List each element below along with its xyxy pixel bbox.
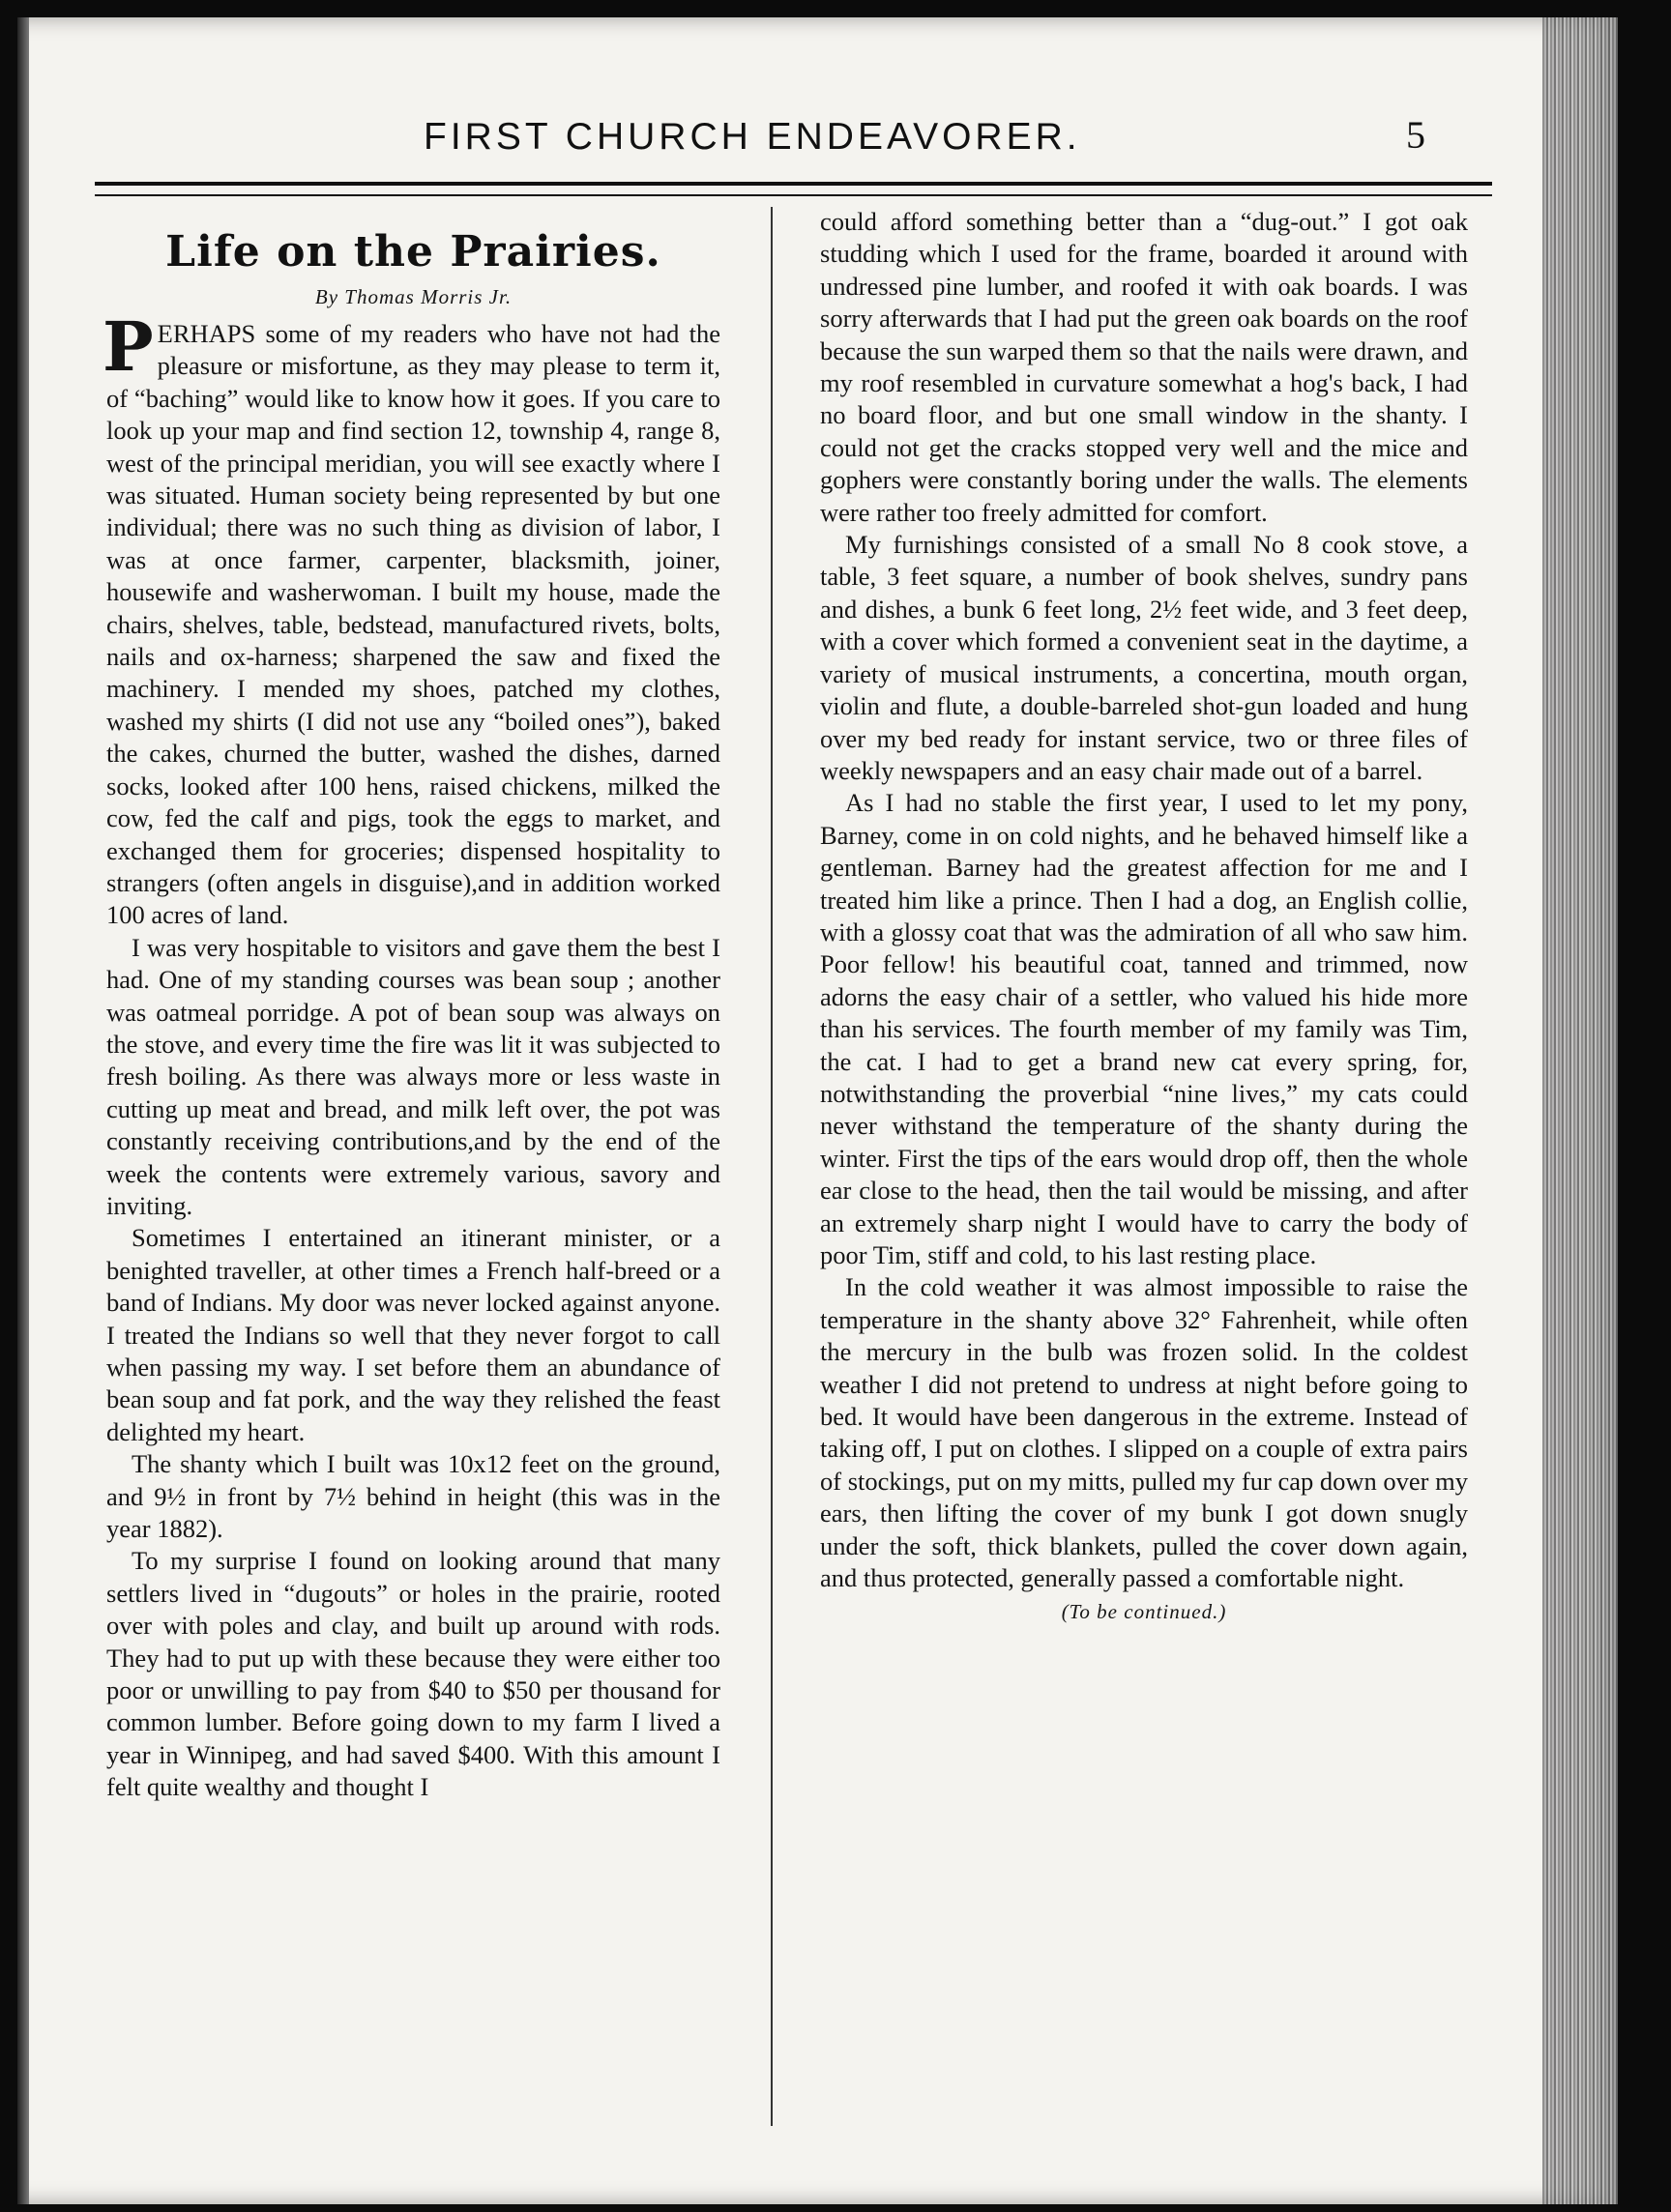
left-column — [103, 206, 720, 1804]
article-byline: By Thomas Morris Jr. — [314, 285, 513, 308]
article-title: Life on the Prairies. — [165, 227, 661, 276]
paragraph: As I had no stable the first year, I used to let my pony, Barney, come in on cold nights, and he behaved himself like a gentleman. Barney had the greatest affection for me and I treated him like a prince. Then I had a dog, an English collie, with a glossy coat that was the admiration of all who saw him. Poor fellow! his beautiful coat, tanned and trimmed, now adorns the easy chair of a settler, who valued his hide more than his services. The fourth member of my family was Tim, the cat. I had to get a brand new cat every spring, for, notwithstanding the proverbial “nine lives,” my cats could never withstand the temperature of the shanty during the winter. First the tips of the ears would drop off, then the whole ear close to the head, then the tail would be missing, and after an extremely sharp night I would have to carry the body of poor Tim, stiff and cold, to his last resting place. — [820, 788, 1468, 1269]
paragraph: PERHAPS some of my readers who have not had the pleasure or misfortune, as they may please to term it, of “baching” would like to know how it goes. If you care to look up your map and find section 12, township 4, range 8, west of the principal meridian, you will see exactly where I was situated. Human society being represented by but one individual; there was no such thing as division of labor, I was at once farmer, carpenter, blacksmith, joiner, housewife and washerwoman. I built my house, made the chairs, shelves, table, bedstead, manufactured rivets, bolts, nails and ox-harness; sharpened the saw and fixed the machinery. I mended my shoes, patched my clothes, washed my shirts (I did not use any “boiled ones”), baked the cakes, churned the butter, washed the dishes, darned socks, looked after 100 hens, raised chickens, milked the cow, fed the calf and pigs, took the eggs to market, and exchanged them for groceries; dispensed hospitality to strangers (often angels in disguise),and in addition worked 100 acres of land. — [103, 306, 720, 930]
magazine-page — [17, 17, 1618, 2204]
paragraph: Sometimes I entertained an itinerant minister, or a benighted traveller, at other times a French half-breed or a band of Indians. My door was never locked against anyone. I treated the Indians so well that they never forgot to call when passing my way. I set before them an abundance of bean soup and fat pork, and the way they relished the feast delighted my heart. — [106, 1223, 720, 1446]
continued-note: (To be continued.) — [1061, 1600, 1227, 1624]
paragraph: The shanty which I built was 10x12 feet on the ground, and 9½ in front by 7½ behind in height (this was in the year 1882). — [106, 1449, 720, 1544]
paragraph: My furnishings consisted of a small No 8 cook stove, a table, 3 feet square, a number of book shelves, sundry pans and dishes, a bunk 6 feet long, 2½ feet wide, and 3 feet deep, with a cover which formed a convenient seat in the daytime, a variety of musical instruments, a concertina, mouth organ, violin and flute, a double-barreled shot-gun loaded and hung over my bed ready for instant service, two or three files of weekly newspapers and an easy chair made out of a barrel. — [820, 530, 1468, 785]
column-divider — [771, 207, 773, 2126]
book-spine-shadow — [17, 17, 29, 2204]
page-edges — [1542, 17, 1618, 2204]
right-column — [820, 206, 1468, 1629]
paragraph: I was very hospitable to visitors and gave them the best I had. One of my standing courses was bean soup ; another was oatmeal porridge. A pot of bean soup was always on the stove, and every time the fire was lit it was subjected to fresh boiling. As there was always more or less waste in cutting up meat and bread, and milk left over, the pot was constantly receiving contributions,and by the end of the week the contents were extremely various, savory and inviting. — [106, 932, 720, 1220]
running-title: FIRST CHURCH ENDEAVORER. — [424, 116, 1081, 158]
paragraph: To my surprise I found on looking around that many settlers lived in “dugouts” or holes in the prairie, rooted over with poles and clay, and built up around with rods. They had to put up with these because they were either too poor or unwilling to pay from $40 to $50 per thousand for common lumber. Before going down to my farm I lived a year in Winnipeg, and had saved $400. With this amount I felt quite wealthy and thought I — [106, 1546, 720, 1802]
drop-cap: P — [103, 306, 154, 387]
paragraph: could afford something better than a “dug-out.” I got oak studding which I used for the frame, boarded it around with undressed pine lumber, and roofed it with oak boards. I was sorry afterwards that I had put the green oak boards on the roof because the sun warped them so that the nails were drawn, and my roof resembled in curvature somewhat a hog's back, I had no board floor, and but one small window in the shanty. I could not get the cracks stopped very well and the mice and gophers were constantly boring under the walls. The elements were rather too freely admitted for comfort. — [820, 207, 1468, 527]
paragraph: In the cold weather it was almost impossible to raise the temperature in the shanty above 32° Fahrenheit, while often the mercury in the bulb was frozen solid. In the coldest weather I did not pretend to undress at night before going to bed. It would have been dangerous in the extreme. Instead of taking off, I put on clothes. I slipped on a couple of extra pairs of stockings, put on my mitts, pulled my fur cap down over my ears, then lifting the cover of my bunk I got down snugly under the soft, thick blankets, pulled the cover down again, and thus protected, generally passed a comfortable night. — [820, 1272, 1468, 1593]
page-number: 5 — [1406, 113, 1425, 157]
header-double-rule — [95, 182, 1492, 196]
